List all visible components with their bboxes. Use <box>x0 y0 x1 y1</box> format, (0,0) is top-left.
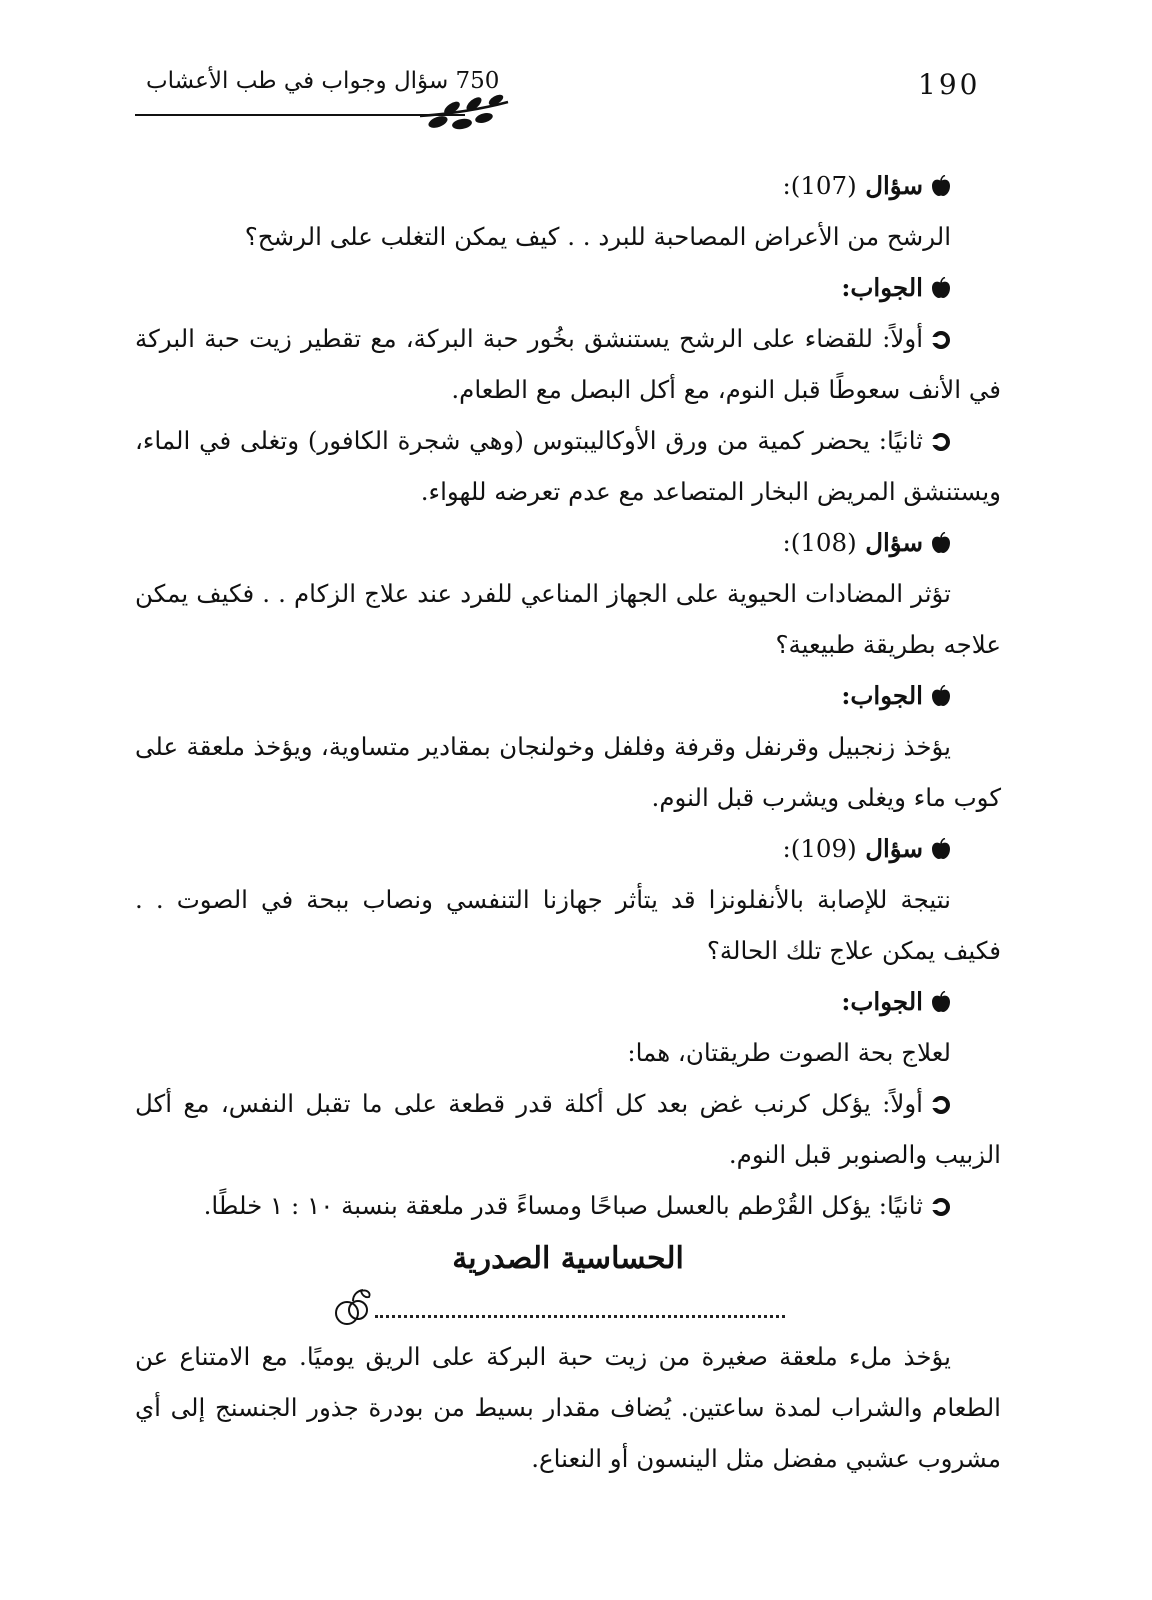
question-108-text: تؤثر المضادات الحيوية على الجهاز المناعي للفرد عند علاج الزكام . . فكيف يمكن علاجه بطريقة طبيعية؟ <box>135 579 1001 659</box>
page-number: 190 <box>918 68 981 101</box>
answer-label: الجواب: <box>841 273 923 302</box>
apple-icon <box>931 991 951 1013</box>
point-text: ثانيًا: يؤكل القُرْطم بالعسل صباحًا ومساءً قدر ملعقة بنسبة ١٠ : ١ خلطًا. <box>203 1191 923 1220</box>
header-rule <box>135 114 465 116</box>
question-label: سؤال <box>865 528 923 557</box>
answer-109-point-1 <box>135 1078 1001 1180</box>
apple-icon <box>931 175 951 197</box>
answer-label: الجواب: <box>841 987 923 1016</box>
answer-108-heading <box>135 670 1001 721</box>
point-text: أولاً: للقضاء على الرشح يستنشق بخُور حبة البركة، مع تقطير زيت حبة البركة في الأنف سعوطًا قبل النوم، مع أكل البصل مع الطعام. <box>135 324 1001 404</box>
answer-109-intro: لعلاج بحة الصوت طريقتان، هما: <box>627 1038 951 1067</box>
section-text: يؤخذ ملء ملعقة صغيرة من زيت حبة البركة على الريق يوميًا. مع الامتناع عن الطعام والشراب لمدة ساعتين. يُضاف مقدار بسيط من بودرة جذور الجنسنج إلى أي مشروب عشبي مفضل مثل الينسون أو النعناع. <box>135 1342 1001 1473</box>
leaf-branch-icon <box>418 94 510 136</box>
c-bullet-icon <box>931 330 951 350</box>
answer-108-text: يؤخذ زنجبيل وقرنفل وقرفة وفلفل وخولنجان بمقادير متساوية، ويؤخذ ملعقة على كوب ماء ويغلى ويشرب قبل النوم. <box>135 732 1001 812</box>
question-109-text: نتيجة للإصابة بالأنفلونزا قد يتأثر جهازنا التنفسي ونصاب ببحة في الصوت . . فكيف يمكن علاج تلك الحالة؟ <box>135 885 1001 965</box>
question-number: (108): <box>782 528 857 557</box>
c-bullet-icon <box>931 432 951 452</box>
dotted-rule <box>375 1289 785 1318</box>
c-bullet-icon <box>931 1197 951 1217</box>
c-bullet-icon <box>931 1095 951 1115</box>
question-number: (107): <box>782 171 857 200</box>
question-label: سؤال <box>865 834 923 863</box>
question-label: سؤال <box>865 171 923 200</box>
answer-109-heading <box>135 976 1001 1027</box>
answer-107-point-1 <box>135 313 1001 415</box>
running-title: 750 سؤال وجواب في طب الأعشاب <box>146 68 500 94</box>
question-108-heading <box>135 517 1001 568</box>
answer-107-heading <box>135 262 1001 313</box>
apple-icon <box>931 277 951 299</box>
fruit-icon <box>331 1287 375 1327</box>
question-number: (109): <box>782 834 857 863</box>
question-107-heading <box>135 160 1001 211</box>
question-107-text: الرشح من الأعراض المصاحبة للبرد . . كيف يمكن التغلب على الرشح؟ <box>244 222 951 251</box>
section-divider <box>135 1287 1001 1331</box>
page-header <box>0 62 1152 132</box>
question-109-heading <box>135 823 1001 874</box>
section-title: الحساسية الصدرية <box>452 1241 684 1276</box>
point-text: أولاً: يؤكل كرنب غض بعد كل أكلة قدر قطعة على ما تقبل النفس، مع أكل الزبيب والصنوبر قبل النوم. <box>135 1089 1001 1169</box>
answer-label: الجواب: <box>841 681 923 710</box>
answer-107-point-2 <box>135 415 1001 517</box>
apple-icon <box>931 838 951 860</box>
apple-icon <box>931 532 951 554</box>
point-text: ثانيًا: يحضر كمية من ورق الأوكاليبتوس (وهي شجرة الكافور) وتغلى في الماء، ويستنشق المريض البخار المتصاعد مع عدم تعرضه للهواء. <box>135 426 1001 506</box>
page-content <box>135 160 1001 1484</box>
apple-icon <box>931 685 951 707</box>
answer-109-point-2 <box>135 1180 1001 1231</box>
